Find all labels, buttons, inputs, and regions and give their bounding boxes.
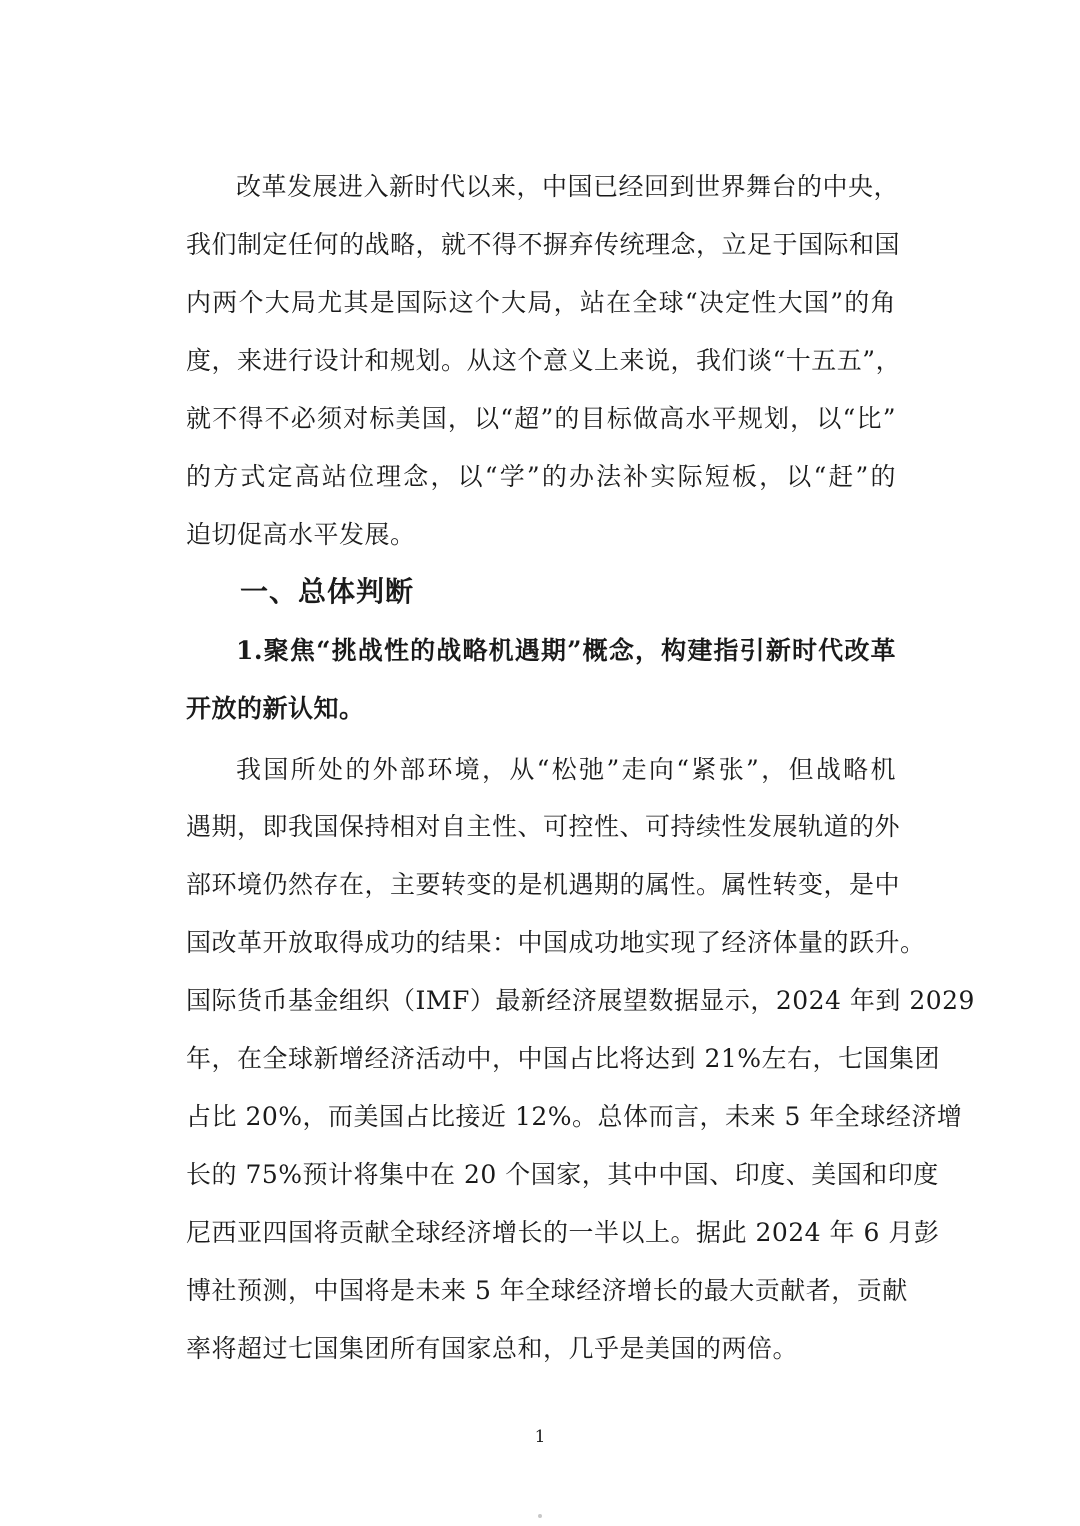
paragraph-2-line: 遇期，即我国保持相对自主性、可控性、可持续性发展轨道的外 bbox=[186, 812, 901, 841]
subheading-line: 开放的新认知。 bbox=[186, 694, 365, 723]
paragraph-1-line: 内两个大局尤其是国际这个大局，站在全球“决定性大国”的角 bbox=[186, 288, 896, 317]
paragraph-2-line: 我国所处的外部环境，从“松弛”走向“紧张”，但战略机 bbox=[236, 755, 896, 784]
bottom-dot bbox=[538, 1514, 542, 1518]
paragraph-1-line: 就不得不必须对标美国，以“超”的目标做高水平规划，以“比” bbox=[186, 404, 896, 433]
paragraph-2-line: 博社预测，中国将是未来 5 年全球经济增长的最大贡献者，贡献 bbox=[186, 1276, 908, 1305]
paragraph-2-line: 国际货币基金组织（IMF）最新经济展望数据显示，2024 年到 2029 bbox=[186, 986, 975, 1015]
paragraph-2-line: 长的 75%预计将集中在 20 个国家，其中中国、印度、美国和印度 bbox=[186, 1160, 939, 1189]
paragraph-2-line: 部环境仍然存在，主要转变的是机遇期的属性。属性转变，是中 bbox=[186, 870, 901, 899]
paragraph-2-line: 占比 20%，而美国占比接近 12%。总体而言，未来 5 年全球经济增 bbox=[186, 1102, 963, 1131]
paragraph-1-line: 迫切促高水平发展。 bbox=[186, 520, 416, 549]
paragraph-1-line: 度，来进行设计和规划。从这个意义上来说，我们谈“十五五”， bbox=[186, 346, 902, 375]
paragraph-2-line: 尼西亚四国将贡献全球经济增长的一半以上。据此 2024 年 6 月彭 bbox=[186, 1218, 940, 1247]
section-heading: 一、总体判断 bbox=[240, 575, 415, 608]
paragraph-1-line: 我们制定任何的战略，就不得不摒弃传统理念，立足于国际和国 bbox=[186, 230, 901, 259]
subheading-line: 1.聚焦“挑战性的战略机遇期”概念，构建指引新时代改革 bbox=[236, 636, 896, 665]
paragraph-2-line: 率将超过七国集团所有国家总和，几乎是美国的两倍。 bbox=[186, 1334, 799, 1363]
paragraph-1-line: 改革发展进入新时代以来，中国已经回到世界舞台的中央， bbox=[236, 172, 900, 201]
paragraph-2-line: 年，在全球新增经济活动中，中国占比将达到 21%左右，七国集团 bbox=[186, 1044, 941, 1073]
paragraph-1-line: 的方式定高站位理念，以“学”的办法补实际短板，以“赶”的 bbox=[186, 462, 896, 491]
page-number: 1 bbox=[534, 1427, 546, 1447]
paragraph-2-line: 国改革开放取得成功的结果：中国成功地实现了经济体量的跃升。 bbox=[186, 928, 926, 957]
